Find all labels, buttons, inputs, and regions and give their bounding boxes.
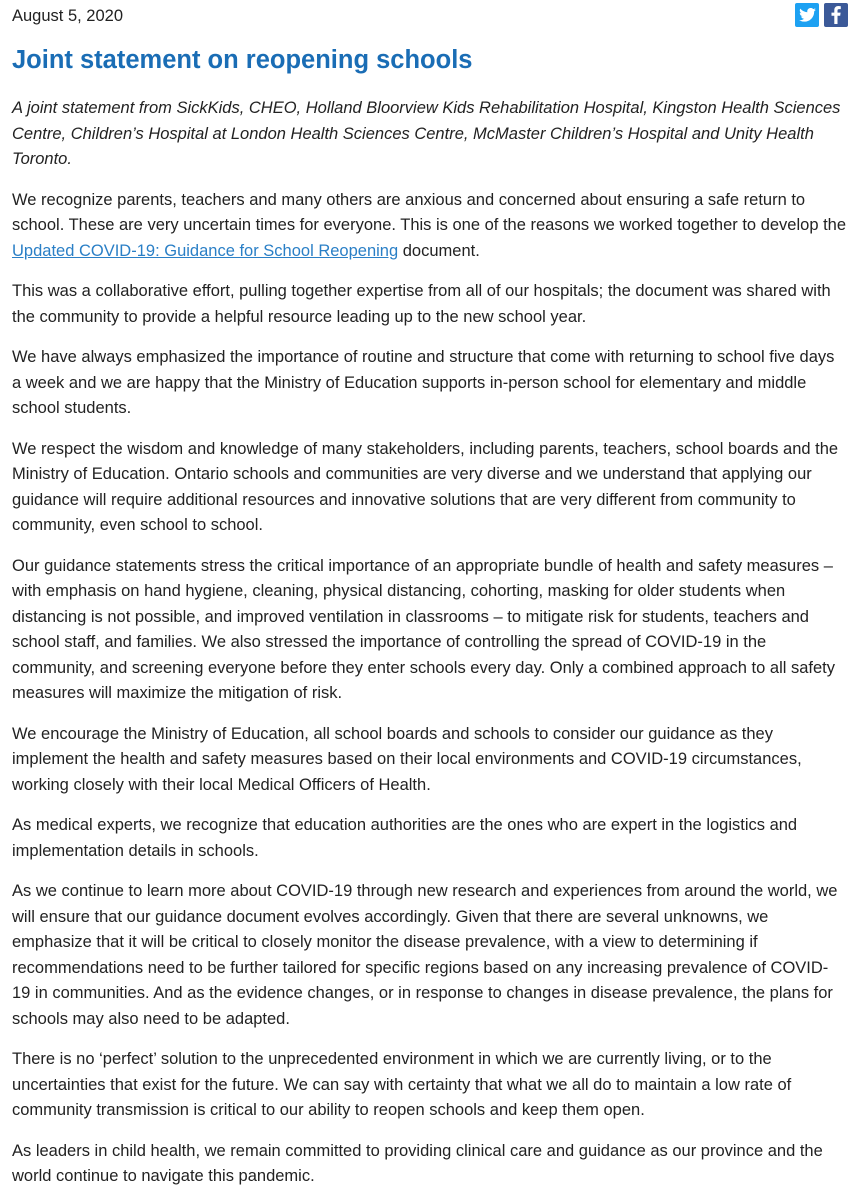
paragraph-3: We have always emphasized the importance of routine and structure that come with returning to school five days a week and we are happy that the Ministry of Education supports in-person school for elementary and middle school students. <box>12 348 835 417</box>
article-title: Joint statement on reopening schools <box>12 46 473 74</box>
paragraph-5: Our guidance statements stress the critical importance of an appropriate bundle of health and safety measures – with emphasis on hand hygiene, cleaning, physical distancing, cohorting, masking for older students when distancing is not possible, and improved ventilation in classrooms – to mitigate risk for students, teachers and school staff, and families. We also stressed the importance of controlling the spread of COVID-19 in the community, and screening everyone before they enter schools every day. Only a combined approach to all safety measures will maximize the mitigation of risk. <box>12 556 836 702</box>
paragraph-6: We encourage the Ministry of Education, all school boards and schools to consider our guidance as they implement the health and safety measures based on their local environments and COVID-19 circumstances, working closely with their local Medical Officers of Health. <box>12 724 802 794</box>
paragraph-10: As leaders in child health, we remain committed to providing clinical care and guidance as our province and the world continue to navigate this pandemic. <box>12 1141 823 1185</box>
paragraph-9: There is no ‘perfect’ solution to the unprecedented environment in which we are currently living, or to the uncertainties that exist for the future. We can say with certainty that what we all do to maintain a low rate of community transmission is critical to our ability to reopen schools and keep them open. <box>12 1050 792 1119</box>
facebook-icon <box>831 6 841 24</box>
article-intro: A joint statement from SickKids, CHEO, Holland Bloorview Kids Rehabilitation Hospital, Kingston Health Sciences Centre, Children’s Hospital at London Health Sciences Centre, McMaster Children’s Hospital and Unity Health Toronto. <box>12 99 841 168</box>
share-buttons <box>795 3 848 27</box>
paragraph-7: As medical experts, we recognize that education authorities are the ones who are expert in the logistics and implementation details in schools. <box>12 816 798 860</box>
article-header <box>12 0 846 34</box>
twitter-share-button[interactable] <box>795 3 819 27</box>
facebook-share-button[interactable] <box>824 3 848 27</box>
paragraph-1 <box>12 188 846 265</box>
paragraph-8: As we continue to learn more about COVID-19 through new research and experiences from around the world, we will ensure that our guidance document evolves accordingly. Given that there are several unknowns, we emphasize that it will be critical to closely monitor the disease prevalence, with a view to determining if recommendations need to be further tailored for specific regions based on any increasing prevalence of COVID-19 in communities. And as the evidence changes, or in response to changes in disease prevalence, the plans for schools may also need to be adapted. <box>12 882 838 1028</box>
paragraph-4: We respect the wisdom and knowledge of many stakeholders, including parents, teachers, school boards and the Ministry of Education. Ontario schools and communities are very diverse and we understand that applying our guidance will require additional resources and innovative solutions that are very different from community to community, even school to school. <box>12 439 839 534</box>
paragraph-1-text-before: We recognize parents, teachers and many others are anxious and concerned about ensuring a safe return to school. These are very uncertain times for everyone. This is one of the reasons we worked together to develop the <box>12 190 847 234</box>
paragraph-1-text-after: document. <box>398 241 480 260</box>
guidance-document-link[interactable]: Updated COVID-19: Guidance for School Reopening <box>12 241 399 260</box>
twitter-icon <box>799 8 816 22</box>
paragraph-2: This was a collaborative effort, pulling together expertise from all of our hospitals; the document was shared with the community to provide a helpful resource leading up to the new school year. <box>12 282 831 326</box>
publish-date: August 5, 2020 <box>12 7 124 25</box>
